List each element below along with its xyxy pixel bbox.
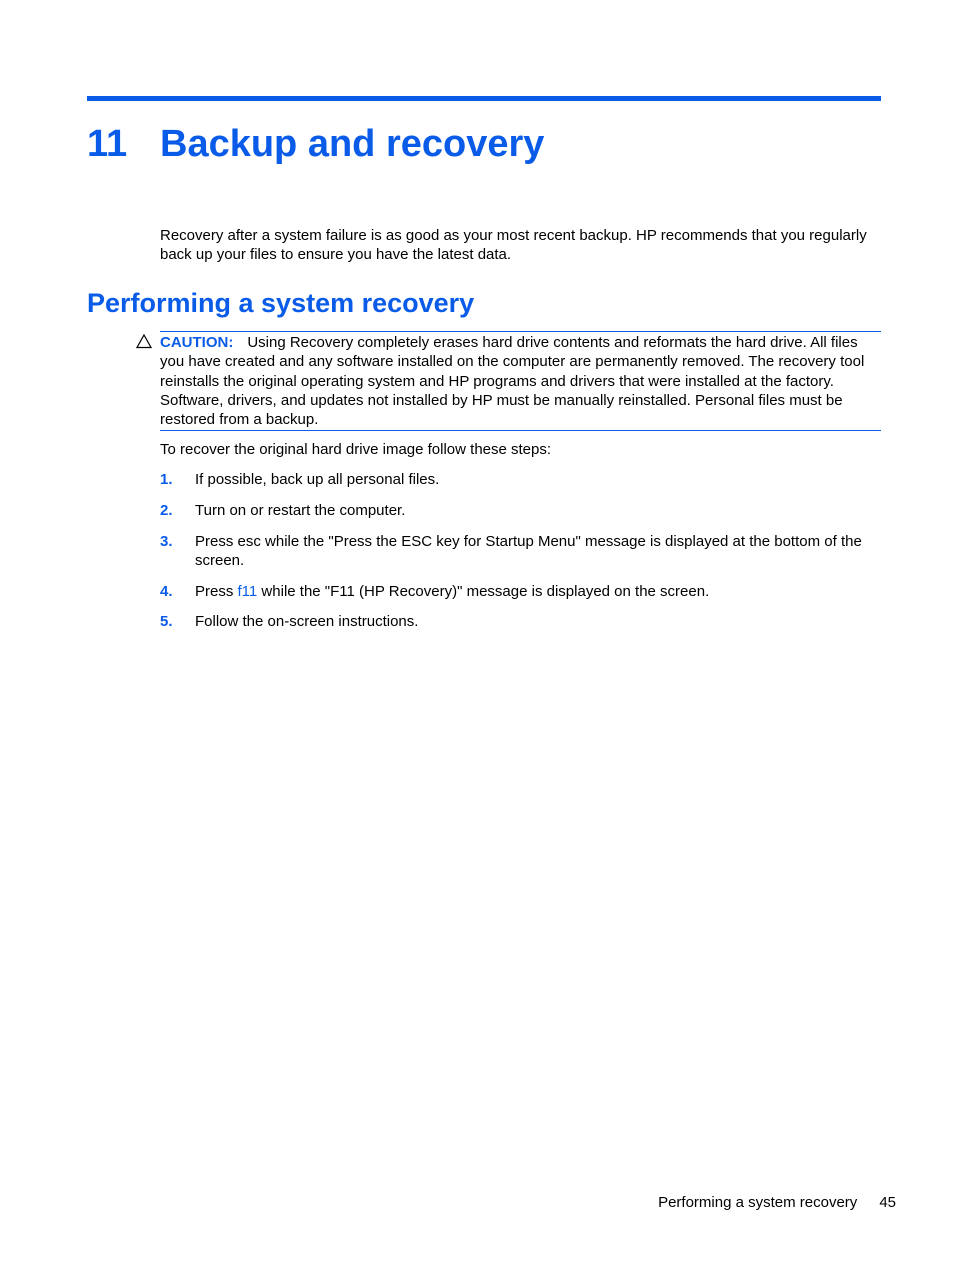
step-number: 3. <box>160 532 173 550</box>
step-text-before: Press <box>195 582 238 600</box>
chapter-title-text: Backup and recovery <box>160 123 545 165</box>
step-text-after: while the "F11 (HP Recovery)" message is displayed on the screen. <box>257 582 710 600</box>
step-text: Press esc while the "Press the ESC key for Startup Menu" message is displayed at the bottom of the screen. <box>195 532 862 569</box>
step-text <box>195 583 709 600</box>
step-text: If possible, back up all personal files. <box>195 471 440 488</box>
step-text: Follow the on-screen instructions. <box>195 613 419 631</box>
list-item <box>160 501 881 520</box>
chapter-intro: Recovery after a system failure is as good as your most recent backup. HP recommends that you regularly back up your files to ensure you have the latest data. <box>160 227 867 263</box>
list-item <box>160 532 881 571</box>
page-footer <box>658 1193 896 1212</box>
caution-triangle-icon <box>136 333 152 349</box>
steps-intro: To recover the original hard drive image follow these steps: <box>160 441 552 458</box>
footer-section-title: Performing a system recovery <box>658 1194 858 1211</box>
step-number: 5. <box>160 613 173 631</box>
key-f11: f11 <box>237 582 258 600</box>
list-item <box>160 582 881 601</box>
chapter-rule <box>87 96 881 101</box>
list-item <box>160 470 881 489</box>
caution-label: CAUTION: <box>160 334 234 351</box>
steps-list <box>160 470 881 643</box>
caution-text: Using Recovery completely erases hard drive contents and reformats the hard drive. All files you have created and any software installed on the computer are permanently removed. The recovery tool reinstalls the original operating system and HP programs and drivers that were installed at the factory. Software, drivers, and updates not installed by HP must be manually reinstalled. Personal files must be restored from a backup. <box>160 334 865 429</box>
step-number: 1. <box>160 471 173 488</box>
section-title: Performing a system recovery <box>87 288 475 318</box>
step-number: 4. <box>160 582 173 600</box>
page-number: 45 <box>879 1194 896 1211</box>
step-text: Turn on or restart the computer. <box>195 501 406 519</box>
caution-note <box>160 331 881 431</box>
list-item <box>160 612 881 631</box>
chapter-number: 11 <box>87 123 128 165</box>
chapter-title <box>87 120 544 168</box>
step-number: 2. <box>160 501 173 519</box>
